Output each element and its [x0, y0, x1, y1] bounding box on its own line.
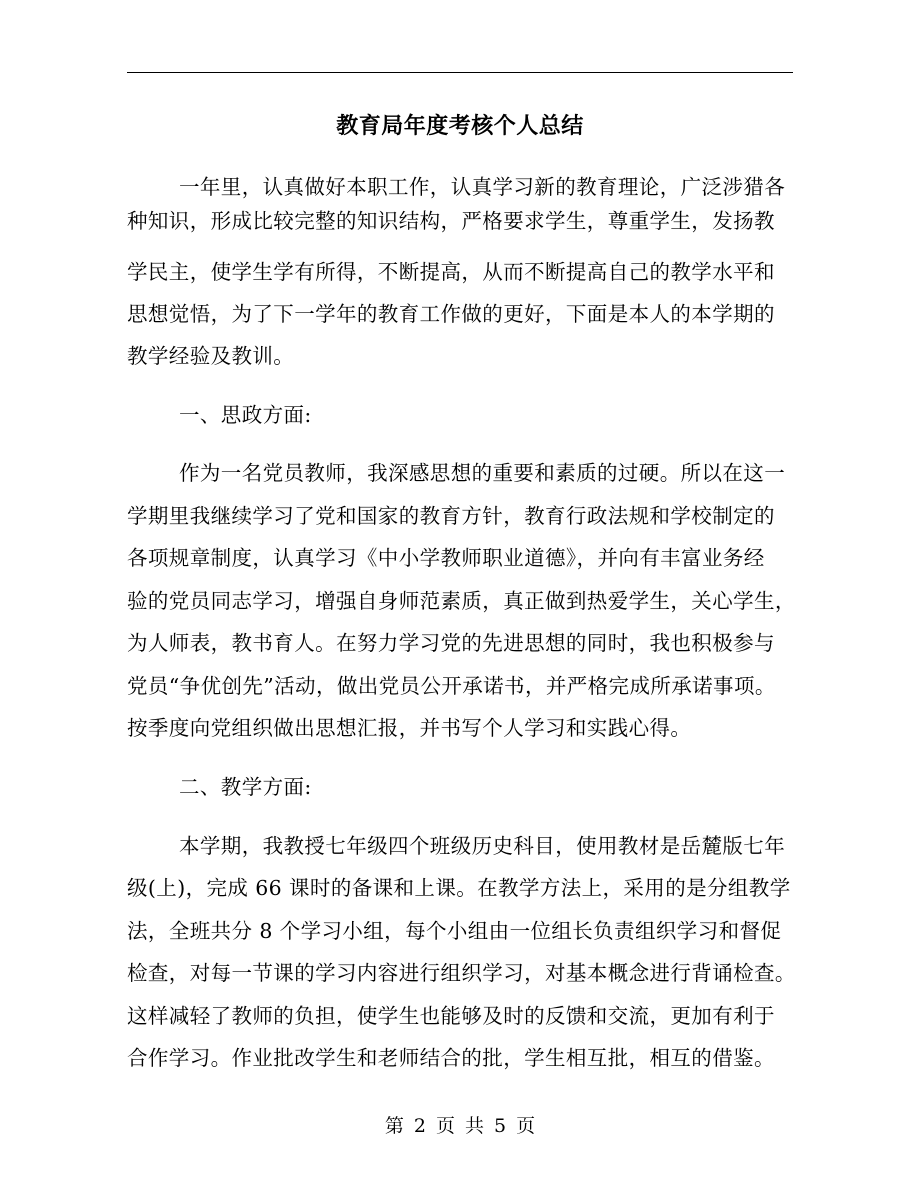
section-heading: 一、思政方面: — [179, 403, 312, 427]
paragraph-line: 种知识，形成比较完整的知识结构，严格要求学生，尊重学生，发扬教 — [127, 209, 775, 233]
paragraph-line: 本学期，我教授七年级四个班级历史科目，使用教材是岳麓版七年 — [179, 834, 786, 858]
paragraph-line: 学民主，使学生学有所得，不断提高，从而不断提高自己的教学水平和 — [127, 260, 775, 284]
paragraph-line: 这样减轻了教师的负担，使学生也能够及时的反馈和交流，更加有利于 — [127, 1004, 775, 1028]
paragraph-line: 思想觉悟，为了下一学年的教育工作做的更好，下面是本人的本学期的 — [127, 302, 775, 326]
paragraph-line: 学期里我继续学习了党和国家的教育方针，教育行政法规和学校制定的 — [127, 504, 775, 528]
section-heading: 二、教学方面: — [179, 775, 312, 799]
paragraph-line: 一年里，认真做好本职工作，认真学习新的教育理论，广泛涉猎各 — [179, 175, 786, 199]
header-divider — [127, 72, 793, 73]
paragraph-line: 党员“争优创先”活动，做出党员公开承诺书，并严格完成所承诺事项。 — [127, 674, 776, 698]
paragraph-line: 验的党员同志学习，增强自身师范素质，真正做到热爱学生，关心学生， — [127, 589, 796, 613]
page-number: 第 2 页 共 5 页 — [384, 1115, 536, 1137]
document-title: 教育局年度考核个人总结 — [336, 113, 584, 139]
paragraph-line: 为人师表，教书育人。在努力学习党的先进思想的同时，我也积极参与 — [127, 631, 775, 655]
paragraph-line: 作为一名党员教师，我深感思想的重要和素质的过硬。所以在这一 — [179, 461, 786, 485]
paragraph-line: 教学经验及教训。 — [127, 344, 295, 368]
paragraph-line: 级(上)，完成 66 课时的备课和上课。在教学方法上，采用的是分组教学 — [127, 876, 791, 900]
paragraph-line: 检查，对每一节课的学习内容进行组织学习，对基本概念进行背诵检查。 — [127, 961, 796, 985]
paragraph-line: 合作学习。作业批改学生和老师结合的批，学生相互批，相互的借鉴。 — [127, 1046, 775, 1070]
paragraph-line: 按季度向党组织做出思想汇报，并书写个人学习和实践心得。 — [127, 716, 692, 740]
paragraph-line: 各项规章制度，认真学习《中小学教师职业道德》，并向有丰富业务经 — [127, 546, 765, 570]
paragraph-line: 法，全班共分 8 个学习小组，每个小组由一位组长负责组织学习和督促 — [127, 919, 782, 943]
